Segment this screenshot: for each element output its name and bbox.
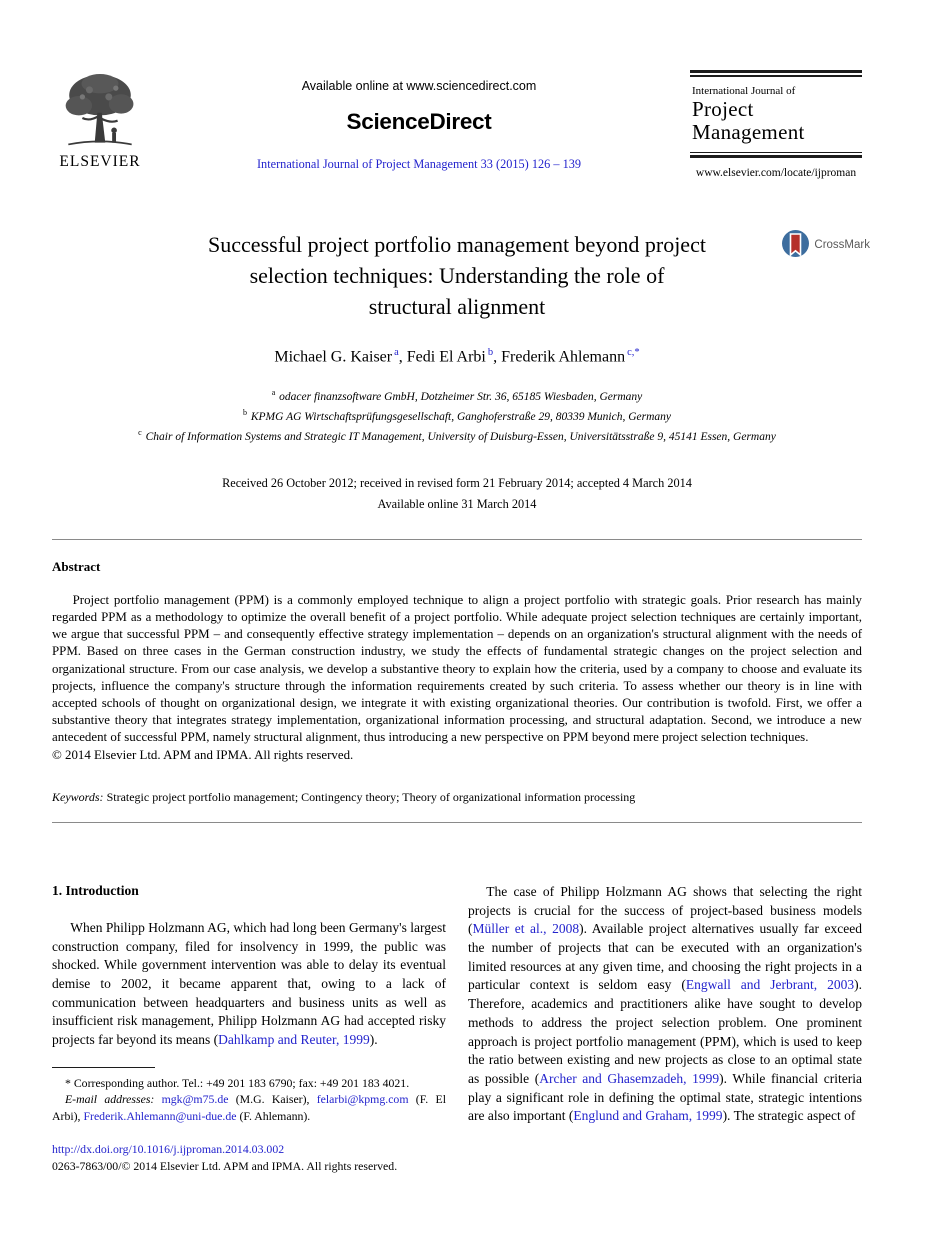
affiliations: [52, 387, 862, 446]
keywords-label: Keywords:: [52, 789, 104, 804]
footnote-divider: [52, 1067, 155, 1068]
journal-cover-kicker: International Journal of: [692, 84, 796, 97]
affiliation-text: odacer finanzsoftware GmbH, Dotzheimer Str. 36, 65185 Wiesbaden, Germany: [279, 391, 643, 404]
journal-cover-block: [690, 70, 862, 179]
crossmark-label: CrossMark: [814, 238, 870, 251]
sciencedirect-logo: ScienceDirect: [346, 109, 492, 134]
affiliation-text: Chair of Information Systems and Strategic IT Management, University of Duisburg-Essen, Universitätsstraße 9, 45141 Essen, Germany: [145, 430, 776, 443]
affiliation-mark: c: [138, 427, 142, 437]
author-name: Fedi El Arbi: [406, 348, 486, 366]
abstract-heading: Abstract: [52, 558, 101, 574]
title-block: [52, 229, 870, 514]
imprint-block: [52, 1141, 862, 1175]
corresponding-author-note: * Corresponding author. Tel.: +49 201 183 6790; fax: +49 201 183 4021.: [64, 1075, 410, 1090]
affiliation-line: [52, 407, 862, 427]
footnote-block: [52, 1067, 446, 1125]
cover-rule: [690, 152, 862, 154]
crossmark-icon: [781, 229, 810, 260]
body-text: ). The strategic aspect of: [722, 1108, 856, 1124]
section-heading-introduction: 1. Introduction: [52, 882, 139, 898]
body-text: The case of Philipp Holzmann AG shows that selecting the right projects is crucial for the success of project-based business models (: [468, 883, 862, 937]
doi-link[interactable]: http://dx.doi.org/10.1016/j.ijproman.2014.03.002: [52, 1142, 285, 1157]
journal-cover-title-2: Management: [692, 120, 805, 145]
affiliation-line: [52, 387, 862, 407]
keywords-text: Strategic project portfolio management; Contingency theory; Theory of organizational information processing: [103, 789, 636, 804]
author-separator: ,: [398, 348, 407, 366]
email-owner: (M.G. Kaiser),: [228, 1092, 317, 1107]
introduction-paragraph: [52, 919, 446, 1050]
cover-rule: [690, 70, 862, 73]
left-column: [52, 883, 446, 1126]
author-name: Frederik Ahlemann: [501, 348, 626, 366]
title-line: Successful project portfolio management beyond project: [208, 232, 706, 258]
email-label: E-mail addresses:: [64, 1092, 155, 1107]
right-column: [468, 883, 862, 1126]
author-list: [52, 347, 862, 366]
page-title: [52, 229, 862, 322]
elsevier-logo: [52, 70, 148, 171]
divider: [52, 822, 862, 823]
body-text: ). Therefore, academics and practitioners alike have sought to develop methods to address the project selection problem. One prominent approach is project portfolio management (PPM), which is used to keep the ratio between existing and new projects as close to an optimal state as possible (: [468, 977, 862, 1086]
journal-homepage-url: www.elsevier.com/locate/ijproman: [695, 167, 857, 180]
email-owner: (F. Ahlemann).: [236, 1108, 311, 1123]
divider: [52, 539, 862, 540]
author-affiliation-mark[interactable]: a: [394, 347, 399, 359]
journal-cover-title-1: Project: [692, 96, 754, 121]
affiliation-mark: b: [242, 408, 247, 417]
elsevier-tree-icon: [56, 70, 144, 152]
available-online-text: Available online at www.sciencedirect.com: [301, 79, 537, 93]
crossmark-badge[interactable]: [781, 229, 870, 260]
cover-rule: [690, 75, 862, 77]
copyright-line: © 2014 Elsevier Ltd. APM and IPMA. All rights reserved.: [52, 747, 354, 762]
affiliation-text: KPMG AG Wirtschaftsprüfungsgesellschaft, Ganghoferstraße 29, 80339 Munich, Germany: [250, 410, 672, 423]
body-text: ). Available project alternatives usually far exceed the number of projects that can be executed with an organization's limited resources at any given time, and choosing the right projects in a particular context is seldom easy (: [468, 921, 863, 993]
author-name: Michael G. Kaiser: [274, 348, 393, 366]
article-history: [52, 473, 862, 514]
title-line: selection techniques: Understanding the role of: [249, 263, 665, 289]
available-online-date: Available online 31 March 2014: [377, 496, 537, 511]
citation-link[interactable]: Müller et al., 2008: [472, 921, 580, 937]
journal-header: [52, 70, 862, 179]
author-affiliation-mark[interactable]: c,*: [627, 347, 640, 359]
body-columns: [52, 883, 862, 1126]
affiliation-line: [52, 427, 862, 447]
citation-link[interactable]: Archer and Ghasemzadeh, 1999: [539, 1070, 720, 1086]
issn-copyright-line: 0263-7863/00/© 2014 Elsevier Ltd. APM and IPMA. All rights reserved.: [52, 1158, 398, 1173]
journal-citation-link[interactable]: International Journal of Project Management 33 (2015) 126 – 139: [256, 157, 582, 171]
header-center: [184, 70, 654, 172]
citation-link[interactable]: Engwall and Jerbrant, 2003: [685, 977, 855, 993]
affiliation-mark: a: [271, 388, 276, 398]
keywords-line: [52, 790, 862, 805]
citation-link[interactable]: Dahlkamp and Reuter, 1999: [218, 1032, 370, 1048]
author-separator: ,: [493, 348, 502, 366]
received-dates: Received 26 October 2012; received in revised form 21 February 2014; accepted 4 March 2014: [222, 476, 692, 491]
body-text: ).: [369, 1032, 378, 1048]
citation-link[interactable]: Englund and Graham, 1999: [573, 1108, 723, 1124]
author-affiliation-mark[interactable]: b: [487, 347, 494, 359]
abstract-text: Project portfolio management (PPM) is a commonly employed technique to align a project portfolio with strategic goals. Prior research has mainly regarded PPM as a methodology to optimize the overall benefit of a project portfolio. While adequate project selection techniques are certainly important, we argue that successful PPM – and consequently effective strategy implementation – depends on an organization's structural alignment with the needs of PPM. Based on three cases in the German construction industry, we study the effects of fundamental strategic changes on the project selection and organizational structure. From our case analysis, we develop a substantive theory to explain how the criteria, used by a company to choose and evaluate its projects, influence the company's structure through the information requirements created by such criteria. To assess whether our theory is in line with accepted schools of thought on organizational design, we integrate it with existing organizational theories. Our contribution is twofold. First, we offer a substantive theory that integrates strategy implementation, organizational information processing, and structural adaptation. Second, we introduce a new antecedent of successful PPM, namely structural alignment, thus introducing a new perspective on PPM beyond mere project selection techniques.: [52, 592, 862, 745]
title-line: structural alignment: [368, 294, 546, 320]
body-text: When Philipp Holzmann AG, which had long been Germany's largest construction company, filed for insolvency in 1999, the public was shocked. While government intervention was able to delay its eventual demise to 2002, it became apparent that, owing to a lack of communication between headquarters and business units as well as insufficient risk management, Philipp Holzmann AG had accepted risky projects far beyond its means (: [52, 919, 446, 1048]
email-addresses-note: [52, 1091, 446, 1124]
body-text: ). While financial criteria play a significant role in defining the optimal state, strategic intentions are also important (: [468, 1070, 862, 1124]
email-link[interactable]: Frederik.Ahlemann@uni-due.de: [83, 1108, 237, 1123]
introduction-paragraph: [468, 883, 862, 1126]
email-owner: (F. El Arbi),: [52, 1092, 446, 1123]
email-link[interactable]: felarbi@kpmg.com: [316, 1092, 409, 1107]
email-link[interactable]: mgk@m75.de: [161, 1092, 229, 1107]
cover-rule: [690, 155, 862, 158]
journal-cover: [690, 70, 862, 158]
elsevier-wordmark: ELSEVIER: [59, 153, 141, 170]
